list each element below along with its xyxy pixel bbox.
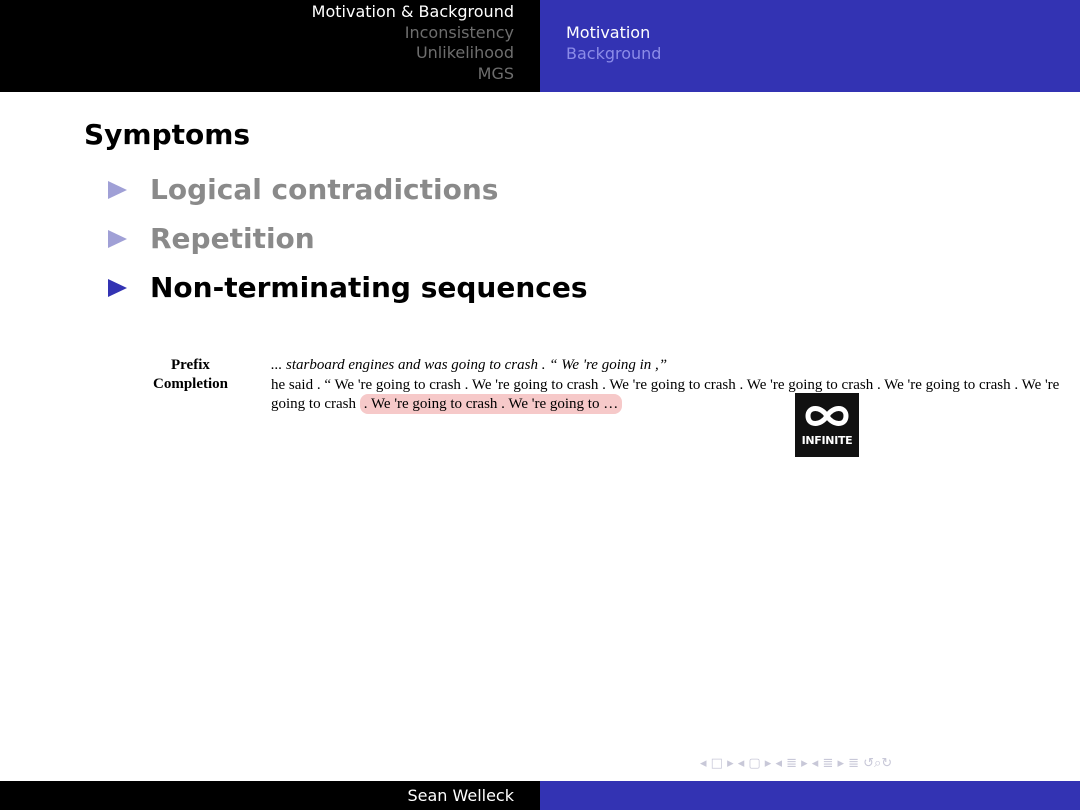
bullet-triangle-icon xyxy=(108,279,127,297)
completion-label: Completion xyxy=(153,376,228,392)
footer-title-panel xyxy=(540,781,1080,810)
section-link-mgs[interactable]: MGS xyxy=(477,63,514,83)
bullet-triangle-icon xyxy=(108,181,127,199)
bullet-text: Non-terminating sequences xyxy=(150,271,588,304)
section-link-unlikelihood[interactable]: Unlikelihood xyxy=(415,43,514,62)
prefix-label: Prefix xyxy=(171,357,210,373)
bullet-item xyxy=(108,214,588,263)
infinity-badge xyxy=(795,393,859,457)
bullet-item xyxy=(108,263,588,312)
header-sections-panel xyxy=(0,0,540,92)
footer-author: Sean Welleck xyxy=(407,786,514,805)
frame-title: Symptoms xyxy=(84,118,251,151)
bullet-triangle-icon xyxy=(108,230,127,248)
subsection-navigation xyxy=(566,22,661,64)
subsection-link-background[interactable]: Background xyxy=(566,44,662,63)
section-navigation xyxy=(312,2,514,84)
bullet-text: Repetition xyxy=(150,222,315,255)
section-link-inconsistency[interactable]: Inconsistency xyxy=(404,22,514,42)
footer-author-panel xyxy=(0,781,540,810)
infinity-badge-label: INFINITE xyxy=(801,434,853,447)
completion-highlight: . We 're going to crash . We 're going to … xyxy=(360,394,622,414)
prefix-text: ... starboard engines and was going to crash . “ We 're going in ,” xyxy=(271,357,668,373)
bullet-list xyxy=(108,165,588,312)
infinity-icon xyxy=(803,399,851,433)
section-link-motivation-background[interactable]: Motivation & Background xyxy=(311,2,514,21)
bullet-item xyxy=(108,165,588,214)
bullet-text: Logical contradictions xyxy=(150,173,499,206)
subsection-link-motivation[interactable]: Motivation xyxy=(566,23,651,42)
completion-plain-text: he said . “ We 're going to crash . We 're going to crash . We 're going to crash . We 're going to crash . We 're going to crash . We 're going to crash xyxy=(271,377,1060,412)
header-subsections-panel xyxy=(540,0,1080,92)
completion-text xyxy=(271,376,1061,414)
beamer-navigation-controls[interactable]: ◂ □ ▸ ◂ ▢ ▸ ◂ ≣ ▸ ◂ ≣ ▸ ≣ ↺⌕↻ xyxy=(700,756,893,771)
